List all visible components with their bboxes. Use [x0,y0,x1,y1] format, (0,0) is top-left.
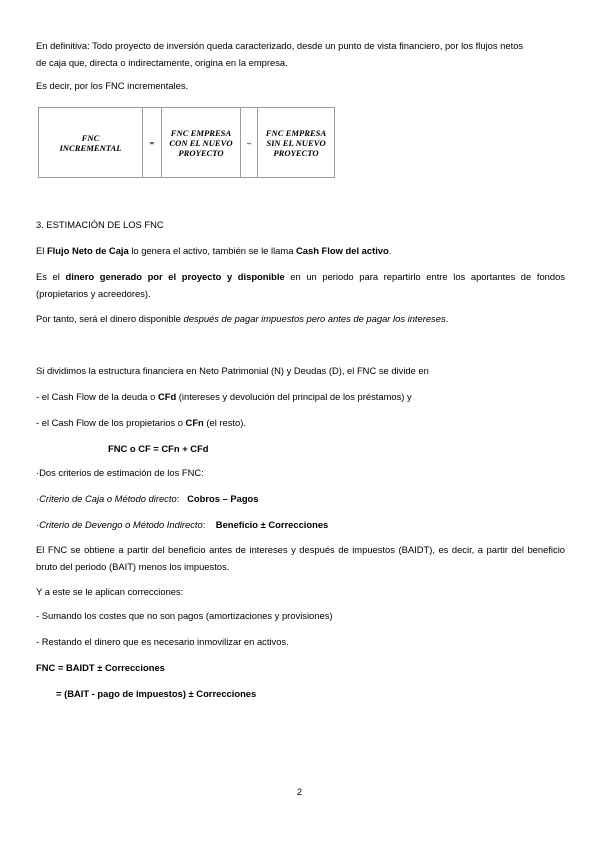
list-item-restando: - Restando el dinero que es necesario inmovilizar en activos. [36,636,289,647]
text-run: : [202,519,216,530]
italic-term: después de pagar impuestos pero antes de pagar los intereses [183,313,446,324]
con-proyecto-cell [162,108,241,178]
paragraph-flujo-neto [36,242,565,259]
italic-term: ·Criterio de Caja o Método directo [36,493,177,504]
fnc-incremental-cell [39,108,143,178]
paragraph-por-tanto [36,310,565,327]
minus-cell: – [241,108,258,178]
paragraph-baidt: El FNC se obtiene a partir del beneficio antes de intereses y después de impuestos (BAIDT), es decir, a partir del beneficio bruto del periodo (BAIT) menos los impuestos. [36,544,565,572]
intro-paragraph [36,37,565,71]
es-decir-text: Es decir, por los FNC incrementales. [36,80,189,91]
formula-cf [108,440,209,457]
list-item-cfn [36,414,565,431]
paragraph-estructura: Si dividimos la estructura financiera en Neto Patrimonial (N) y Deudas (D), el FNC se divide en [36,365,429,376]
italic-term: ·Criterio de Devengo o Método Indirecto [36,519,203,530]
paragraph-dinero-generado [36,268,565,302]
equation-bait [56,685,256,702]
text-run: lo genera el activo, también se le llama [128,245,297,256]
formula-text: FNC o CF = CFn + CFd [108,443,209,454]
list-item-cfd [36,388,565,405]
text-run: . [388,245,392,256]
con-proyecto-line-1: FNC EMPRESA [170,127,232,138]
page-number: 2 [296,786,303,797]
text-run: El [36,245,47,256]
con-proyecto-line-3: PROYECTO [178,147,224,158]
paragraph-correcciones: Y a este se le aplican correcciones: [36,586,184,597]
fnc-label: FNC [81,132,100,143]
incremental-label: INCREMENTAL [59,142,122,153]
text-run: Es el [36,271,66,282]
bold-term: dinero generado por el proyecto y disponible [65,271,285,282]
text-run: . [445,313,449,324]
sin-proyecto-line-1: FNC EMPRESA [265,127,327,138]
text-run: : [176,493,188,504]
bold-term: CFn [185,417,204,428]
bold-term: Cash Flow del activo [296,245,389,256]
fnc-formula-table [38,107,335,178]
bold-term: Flujo Neto de Caja [46,245,129,256]
criterios-heading: ·Dos criterios de estimación de los FNC: [36,467,204,478]
text-run: - el Cash Flow de la deuda o [36,391,158,402]
criterio-caja [36,490,565,507]
intro-line-1: En definitiva: Todo proyecto de inversión queda caracterizado, desde un punto de vista financiero, por los flujos netos [36,40,524,51]
text-run: - el Cash Flow de los propietarios o [36,417,186,428]
sin-proyecto-line-2: SIN EL NUEVO [266,137,326,148]
text-run: (intereses y devolución del principal de los préstamos) y [176,391,412,402]
bold-term: Beneficio ± Correcciones [215,519,329,530]
formula-text: = (BAIT - pago de impuestos) ± Correcciones [56,688,257,699]
equals-cell: = [143,108,162,178]
criterio-devengo [36,516,565,533]
text-run: Por tanto, será el dinero disponible [36,313,184,324]
sin-proyecto-cell [258,108,335,178]
bold-term: CFd [157,391,177,402]
text-run: (el resto). [203,417,246,428]
section-heading: 3. ESTIMACIÓN DE LOS FNC [36,219,164,230]
text-run: en un periodo para repartirlo entre los aportantes de fondos (propietarios y acreedores). [36,271,565,299]
con-proyecto-line-2: CON EL NUEVO [169,137,233,148]
list-item-sumando: - Sumando los costes que no son pagos (amortizaciones y provisiones) [36,610,333,621]
sin-proyecto-line-3: PROYECTO [273,147,319,158]
bold-term: Cobros – Pagos [187,493,259,504]
intro-line-2: de caja que, directa o indirectamente, origina en la empresa. [36,57,288,68]
equation-fnc [36,659,565,676]
formula-text: FNC = BAIDT ± Correcciones [36,662,165,673]
